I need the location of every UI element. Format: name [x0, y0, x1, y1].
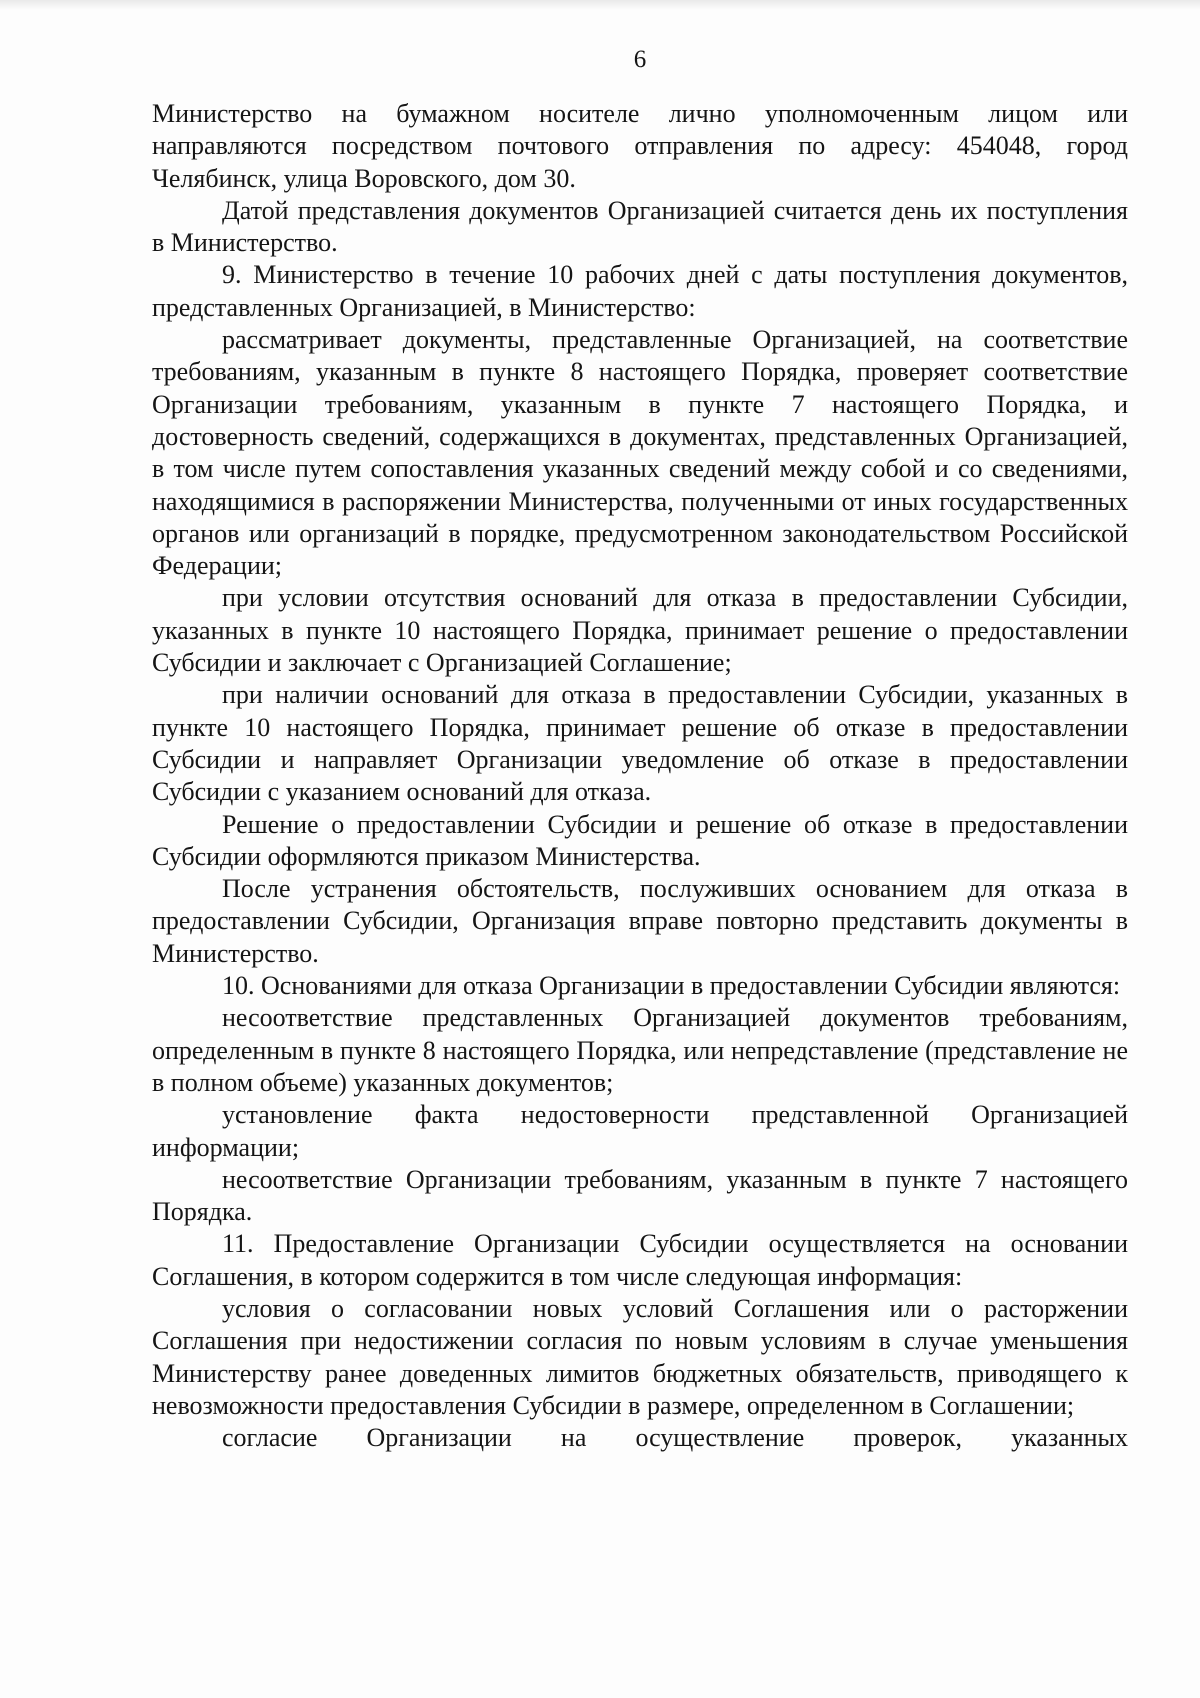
paragraph-resubmission: После устранения обстоятельств, послуживших основанием для отказа в предоставлении Субсидии, Организация вправе повторно представить документы в Министерство. — [152, 874, 1128, 968]
paragraph-clause-9: 9. Министерство в течение 10 рабочих дней с даты поступления документов, представленных Организацией, в Министерство: — [152, 260, 1128, 322]
document-body — [152, 98, 1128, 1454]
scan-edge — [0, 0, 1200, 10]
paragraph-refusal-ground-false-info: установление факта недостоверности представленной Организацией информации; — [152, 1100, 1128, 1162]
paragraph-continuation: Министерство на бумажном носителе лично уполномоченным лицом или направляются посредством почтового отправления по адресу: 454048, город Челябинск, улица Воровского, дом 30. — [152, 99, 1128, 193]
paragraph-decision-order: Решение о предоставлении Субсидии и решение об отказе в предоставлении Субсидии оформляются приказом Министерства. — [152, 809, 1128, 871]
paragraph-refusal-decision: при наличии оснований для отказа в предоставлении Субсидии, указанных в пункте 10 настоящего Порядка, принимает решение об отказе в предоставлении Субсидии и направляет Организации уведомление об отказе в предоставлении Субсидии с указанием оснований для отказа. — [152, 680, 1128, 807]
paragraph-refusal-ground-documents: несоответствие представленных Организацией документов требованиям, определенным в пункте 8 настоящего Порядка, или непредставление (представление не в полном объеме) указанных документов; — [152, 1003, 1128, 1097]
paragraph-review-documents: рассматривает документы, представленные Организацией, на соответствие требованиям, указанным в пункте 8 настоящего Порядка, проверяет соответствие Организации требованиям, указанным в пункте 7 настоящего Порядка, и достоверность сведений, содержащихся в документах, представленных Организацией, в том числе путем сопоставления указанных сведений между собой и со сведениями, находящимися в распоряжении Министерства, полученными от иных государственных органов или организаций в порядке, предусмотренном законодательством Российской Федерации; — [152, 325, 1128, 581]
paragraph-clause-11: 11. Предоставление Организации Субсидии осуществляется на основании Соглашения, в котором содержится в том числе следующая информация: — [152, 1229, 1128, 1291]
paragraph-clause-10: 10. Основаниями для отказа Организации в предоставлении Субсидии являются: — [222, 971, 1121, 1001]
paragraph-agreement-terms: условия о согласовании новых условий Соглашения или о расторжении Соглашения при недостижении согласия по новым условиям в случае уменьшения Министерству ранее доведенных лимитов бюджетных обязательств, приводящего к невозможности предоставления Субсидии в размере, определенном в Соглашении; — [152, 1293, 1128, 1420]
paragraph-inspection-consent: согласие Организации на осуществление проверок, указанных — [222, 1423, 1128, 1453]
paragraph-grant-decision: при условии отсутствия оснований для отказа в предоставлении Субсидии, указанных в пункте 10 настоящего Порядка, принимает решение о предоставлении Субсидии и заключает с Организацией Соглашение; — [152, 583, 1128, 678]
paragraph-refusal-ground-requirements: несоответствие Организации требованиям, указанным в пункте 7 настоящего Порядка. — [152, 1164, 1128, 1227]
page-number: 6 — [633, 46, 647, 73]
paragraph-submission-date: Датой представления документов Организацией считается день их поступления в Министерство. — [152, 195, 1128, 258]
